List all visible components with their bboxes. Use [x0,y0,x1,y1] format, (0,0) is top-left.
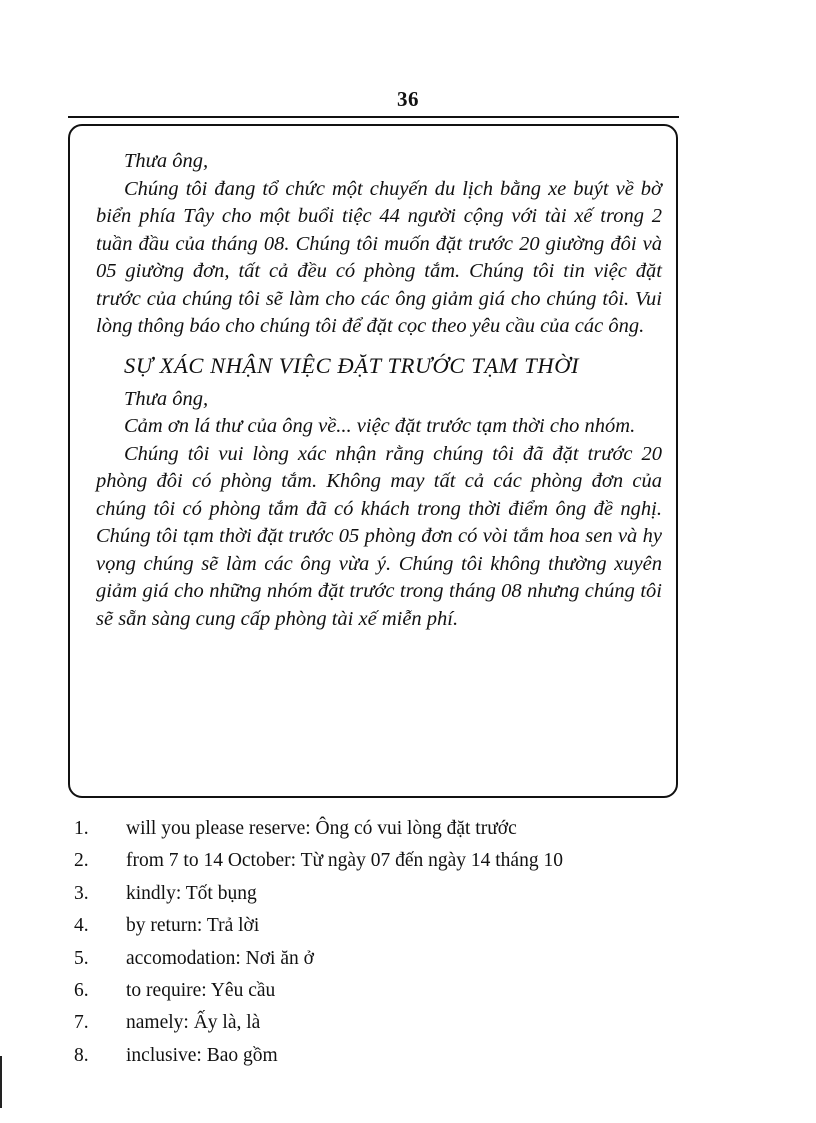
item-number: 6. [74,979,89,1001]
list-item [74,813,694,845]
list-item [74,1007,694,1039]
item-number: 4. [74,915,89,937]
letter-box [68,124,678,798]
item-text: namely: Ấy là, là [126,1012,261,1034]
scan-margin-mark [0,1056,2,1108]
item-text: to require: Yêu cầu [126,979,276,1001]
reply-greeting: Thưa ông, [124,387,209,410]
item-number: 7. [74,1012,89,1034]
item-text: accomodation: Nơi ăn ở [126,947,314,969]
item-text: kindly: Tốt bụng [126,882,257,904]
list-item [74,975,694,1007]
item-text: inclusive: Bao gồm [126,1044,278,1066]
list-item [74,845,694,877]
header-rule [68,116,679,118]
item-text: by return: Trả lời [126,915,260,937]
list-item [74,910,694,942]
section-heading: SỰ XÁC NHẬN VIỆC ĐẶT TRƯỚC TẠM THỜI [124,352,580,378]
page-number: 36 [397,87,419,111]
vocabulary-list [74,813,694,1072]
list-item [74,878,694,910]
list-item [74,1040,694,1072]
letter-paragraph: Chúng tôi đang tổ chức một chuyến du lịch bằng xe buýt về bờ biển phía Tây cho một buổi tiệc 44 người cộng với tài xế trong 2 tuần đầu của tháng 08. Chúng tôi muốn đặt trước 20 giường đôi và 05 giường đơn, tất cả đều có phòng tắm. Chúng tôi tin việc đặt trước của chúng tôi sẽ làm cho các ông giảm giá cho chúng tôi. Vui lòng thông báo cho chúng tôi để đặt cọc theo yêu cầu của các ông. [96,177,662,337]
item-text: will you please reserve: Ông có vui lòng đặt trước [126,818,517,839]
item-number: 1. [74,818,89,839]
reply-paragraph: Chúng tôi vui lòng xác nhận rằng chúng tôi đã đặt trước 20 phòng đôi có phòng tắm. Không may tất cả các phòng đơn của chúng tôi có phòng tắm đã có khách trong thời điểm ông đề nghị. Chúng tôi tạm thời đặt trước 05 phòng đơn có vòi tắm hoa sen và hy vọng chúng sẽ làm các ông vừa ý. Chúng tôi không thường xuyên giảm giá cho những nhóm đặt trước trong tháng 08 nhưng chúng tôi sẽ sẵn sàng cung cấp phòng tài xế miễn phí. [96,442,662,630]
item-number: 3. [74,882,89,904]
item-number: 2. [74,850,89,872]
reply-paragraph: Cảm ơn lá thư của ông về... việc đặt trước tạm thời cho nhóm. [124,415,636,437]
list-item [74,943,694,975]
item-text: from 7 to 14 October: Từ ngày 07 đến ngày 14 tháng 10 [126,850,563,872]
letter-greeting: Thưa ông, [124,150,209,172]
item-number: 8. [74,1044,89,1066]
item-number: 5. [74,947,89,969]
